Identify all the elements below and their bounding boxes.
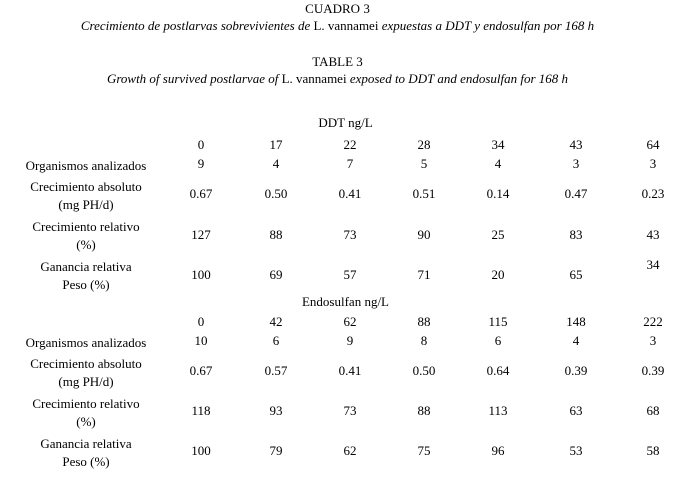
endosulfan-table-cell: 96	[491, 443, 505, 458]
ddt-table-cell: 3	[572, 156, 580, 171]
endosulfan-table-cell: 118	[191, 403, 211, 418]
table-caption-es	[0, 19, 675, 34]
endosulfan-table-cell: 113	[488, 403, 508, 418]
endosulfan-table-cell: 0.39	[641, 363, 665, 378]
ddt-table-cell: 71	[417, 267, 431, 282]
table-title-es: CUADRO 3	[305, 1, 370, 16]
ddt-table-cell: 0.41	[338, 186, 362, 201]
endosulfan-table-cell: 62	[343, 443, 357, 458]
ddt-row-label: Crecimiento absoluto (mg PH/d)	[30, 179, 142, 212]
endosulfan-concentration: 42	[269, 314, 283, 329]
ddt-table-cell: 57	[343, 267, 357, 282]
endosulfan-table-cell: 75	[417, 443, 431, 458]
endosulfan-table-cell: 63	[569, 403, 583, 418]
ddt-row-label: Crecimiento relativo (%)	[32, 219, 140, 252]
endosulfan-concentration: 62	[343, 314, 357, 329]
ddt-table-cell: 20	[491, 267, 505, 282]
endosulfan-table-cell: 9	[346, 333, 354, 348]
ddt-table-cell: 0.67	[189, 186, 213, 201]
ddt-table-cell: 5	[420, 156, 428, 171]
ddt-table-cell: 100	[191, 267, 211, 282]
table-title-en: TABLE 3	[312, 54, 363, 69]
caption-en-post: exposed to DDT and endosulfan for 168 h	[346, 71, 569, 86]
ddt-row-label: Organismos analizados	[25, 158, 147, 173]
endosulfan-concentration: 222	[643, 314, 663, 329]
caption-es-post: expuestas a DDT y endosulfan por 168 h	[378, 18, 595, 33]
ddt-table-cell: 9	[197, 156, 205, 171]
ddt-table-cell: 4	[494, 156, 502, 171]
ddt-table-cell: 7	[346, 156, 354, 171]
endosulfan-row-label: Crecimiento absoluto (mg PH/d)	[30, 356, 142, 389]
ddt-table-cell: 34	[646, 257, 660, 272]
ddt-concentration: 28	[417, 137, 431, 152]
endosulfan-concentration: 88	[417, 314, 431, 329]
endosulfan-table-cell: 100	[191, 443, 211, 458]
endosulfan-table-cell: 0.64	[486, 363, 510, 378]
ddt-table-cell: 0.50	[264, 186, 288, 201]
ddt-table-cell: 43	[646, 227, 660, 242]
endosulfan-table-cell: 0.67	[189, 363, 213, 378]
ddt-heading: DDT ng/L	[318, 115, 373, 130]
ddt-table-cell: 0.23	[641, 186, 665, 201]
ddt-table-cell: 88	[269, 227, 283, 242]
endosulfan-table-cell: 53	[569, 443, 583, 458]
endosulfan-heading: Endosulfan ng/L	[301, 294, 389, 309]
ddt-table-cell: 4	[272, 156, 280, 171]
ddt-table-cell: 90	[417, 227, 431, 242]
ddt-table-cell: 73	[343, 227, 357, 242]
endosulfan-table-cell: 8	[420, 333, 428, 348]
endosulfan-table-cell: 4	[572, 333, 580, 348]
ddt-concentration: 64	[646, 137, 660, 152]
endosulfan-table-cell: 0.39	[564, 363, 588, 378]
endosulfan-table-cell: 3	[649, 333, 657, 348]
endosulfan-table-cell: 79	[269, 443, 283, 458]
caption-es-pre: Crecimiento de postlarvas sobrevivientes de	[80, 18, 314, 33]
ddt-concentration: 0	[197, 137, 205, 152]
endosulfan-row-label: Organismos analizados	[25, 335, 147, 350]
endosulfan-table-cell: 6	[272, 333, 280, 348]
endosulfan-concentration: 0	[197, 314, 205, 329]
ddt-table-cell: 25	[491, 227, 505, 242]
ddt-table-cell: 3	[649, 156, 657, 171]
ddt-concentration: 22	[343, 137, 357, 152]
endosulfan-table-cell: 88	[417, 403, 431, 418]
ddt-table-cell: 69	[269, 267, 283, 282]
ddt-concentration: 17	[269, 137, 283, 152]
endosulfan-table-cell: 0.41	[338, 363, 362, 378]
ddt-concentration: 34	[491, 137, 505, 152]
endosulfan-table-cell: 73	[343, 403, 357, 418]
ddt-concentration: 43	[569, 137, 583, 152]
ddt-table-cell: 0.51	[412, 186, 436, 201]
endosulfan-table-cell: 58	[646, 443, 660, 458]
endosulfan-table-cell: 0.50	[412, 363, 436, 378]
caption-en-species: L. vannamei	[281, 71, 347, 86]
ddt-table-cell: 127	[191, 227, 211, 242]
ddt-table-cell: 0.47	[564, 186, 588, 201]
endosulfan-table-cell: 68	[646, 403, 660, 418]
endosulfan-table-cell: 10	[194, 333, 208, 348]
ddt-table-cell: 65	[569, 267, 583, 282]
endosulfan-concentration: 115	[488, 314, 508, 329]
ddt-row-label: Ganancia relativa Peso (%)	[40, 259, 132, 292]
endosulfan-table-cell: 0.57	[264, 363, 288, 378]
table-caption-en	[0, 72, 675, 87]
endosulfan-table-cell: 6	[494, 333, 502, 348]
endosulfan-concentration: 148	[566, 314, 586, 329]
ddt-table-cell: 83	[569, 227, 583, 242]
ddt-table-cell: 0.14	[486, 186, 510, 201]
endosulfan-row-label: Ganancia relativa Peso (%)	[40, 436, 132, 469]
caption-en-pre: Growth of survived postlarvae of	[106, 71, 282, 86]
endosulfan-table-cell: 93	[269, 403, 283, 418]
caption-es-species: L. vannamei	[313, 18, 379, 33]
endosulfan-row-label: Crecimiento relativo (%)	[32, 396, 140, 429]
